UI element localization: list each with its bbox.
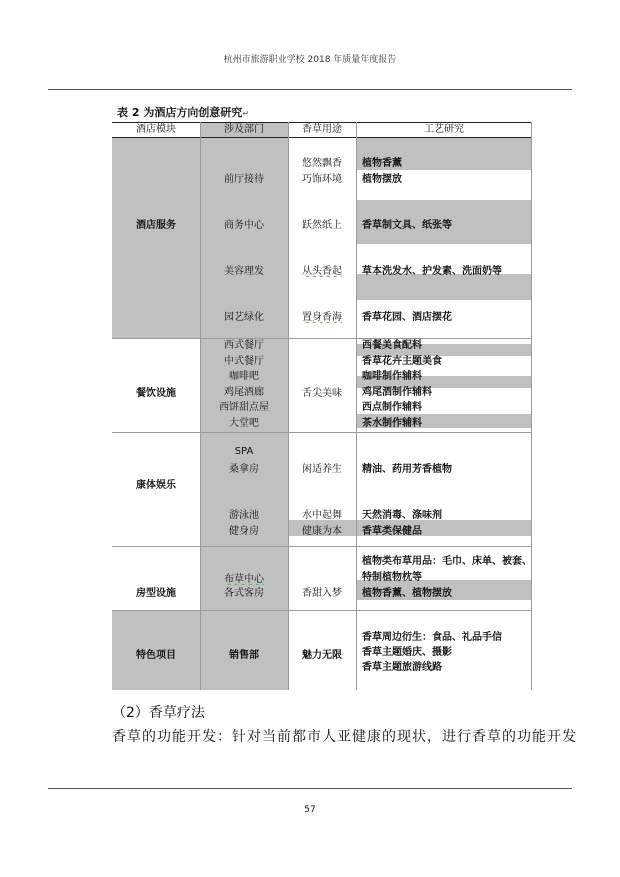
dept-western: 西式餐厅 [224, 340, 264, 351]
craft-health-product: 香草类保健品 [362, 526, 422, 537]
module-band-hotel [112, 138, 200, 338]
craft-tour: 香草主题旅游线路 [362, 662, 442, 673]
dept-beauty: 美容理发 [224, 266, 264, 277]
dept-catering-list [200, 338, 288, 431]
grid-line [356, 122, 357, 690]
dept-lobby-bar: 大堂吧 [229, 417, 259, 429]
use-sea: 置身香海 [302, 312, 342, 323]
craft-coffee: 咖啡制作辅料 [362, 371, 422, 382]
dept-chinese: 中式餐厅 [224, 355, 264, 367]
craft-garden: 香草花园、酒店摆花 [362, 312, 452, 323]
header-use: 香草用途 [288, 122, 356, 138]
module-rooms: 房型设施 [136, 588, 176, 599]
dept-cafe: 咖啡吧 [229, 371, 259, 382]
dept-spa: SPA [234, 446, 254, 457]
craft-room-aroma: 植物香薰、植物摆放 [362, 588, 452, 599]
use-stationery: 跃然纸上 [302, 220, 342, 231]
use-wellbeing: 闲适养生 [302, 464, 342, 475]
craft-disinfect: 天然消毒、涤味剂 [362, 510, 442, 521]
craft-pastry: 西点制作辅料 [362, 402, 422, 413]
dept-cocktail: 鸡尾酒廊 [224, 386, 264, 398]
dept-guest-rooms: 各式客房 [224, 588, 264, 599]
header-dept: 涉及部门 [200, 122, 288, 138]
craft-derivative: 香草周边衍生：食品、礼品手信 [362, 632, 502, 643]
page-number: 57 [304, 805, 316, 815]
dept-garden: 园艺绿化 [224, 312, 264, 323]
use-hair: 从头香起 [302, 266, 342, 277]
use-health: 健康为本 [302, 526, 342, 537]
craft-linen-1: 植物类布草用品：毛巾、床单、被套、 [362, 556, 532, 567]
body-paragraph: 香草的功能开发：针对当前都市人亚健康的现状，进行香草的功能开发 [112, 729, 577, 745]
paragraph-mark: ↵ [242, 109, 250, 118]
grid-line [112, 432, 532, 433]
grid-line [112, 546, 532, 547]
page-header: 杭州市旅游职业学校 2018 年质量年度报告 [223, 55, 397, 65]
header-rule [48, 89, 572, 90]
craft-floral-food: 香草花卉主题美食 [362, 355, 442, 367]
module-special: 特色项目 [136, 650, 176, 661]
craft-catering-list [362, 338, 532, 431]
craft-shampoo: 草本洗发水、护发素、洗面奶等 [362, 266, 502, 277]
module-hotel-service: 酒店服务 [136, 220, 176, 231]
grid-line [288, 122, 289, 690]
craft-cocktail: 鸡尾酒制作辅料 [362, 386, 432, 398]
module-wellness: 康体娱乐 [136, 480, 176, 491]
header-craft: 工艺研究 [356, 122, 532, 138]
dept-linen: 布草中心 [224, 574, 264, 585]
dept-pool: 游泳池 [229, 510, 259, 521]
use-taste: 舌尖美味 [302, 388, 342, 399]
dept-sauna: 桑拿房 [229, 464, 259, 475]
header-module: 酒店模块 [112, 122, 200, 138]
table-caption: 表 2 为酒店方向创意研究↵ [117, 106, 250, 119]
dept-sales: 销售部 [229, 650, 259, 661]
craft-aroma: 植物香薰 [362, 158, 402, 169]
craft-stationery: 香草制文具、纸张等 [362, 220, 452, 231]
dept-front-desk: 前厅接待 [224, 174, 264, 185]
dept-business: 商务中心 [224, 220, 264, 231]
craft-western: 西餐美食配料 [362, 340, 422, 351]
use-fragrance: 悠然飘香 [302, 158, 342, 169]
module-catering: 餐饮设施 [136, 388, 176, 399]
section-title: （2）香草疗法 [112, 705, 205, 721]
use-sweet-dream: 香甜入梦 [302, 588, 342, 599]
craft-essential-oil: 精油、药用芳香植物 [362, 464, 452, 475]
dept-gym: 健身房 [229, 526, 259, 537]
use-water: 水中起舞 [302, 510, 342, 521]
grid-line [112, 610, 532, 611]
footer-rule [48, 788, 572, 789]
hotel-research-table [112, 122, 532, 690]
use-charm: 魅力无限 [302, 650, 342, 661]
craft-wedding: 香草主题婚庆、摄影 [362, 647, 452, 658]
craft-band-3 [356, 274, 532, 300]
craft-special-list [362, 630, 532, 675]
craft-plant-display: 植物摆放 [362, 174, 402, 185]
dept-bakery: 西饼甜点屋 [219, 402, 269, 413]
craft-linen-2: 特制植物枕等 [362, 572, 422, 583]
craft-tea: 茶水制作辅料 [362, 417, 422, 429]
use-decor: 巧饰环境 [302, 174, 342, 185]
